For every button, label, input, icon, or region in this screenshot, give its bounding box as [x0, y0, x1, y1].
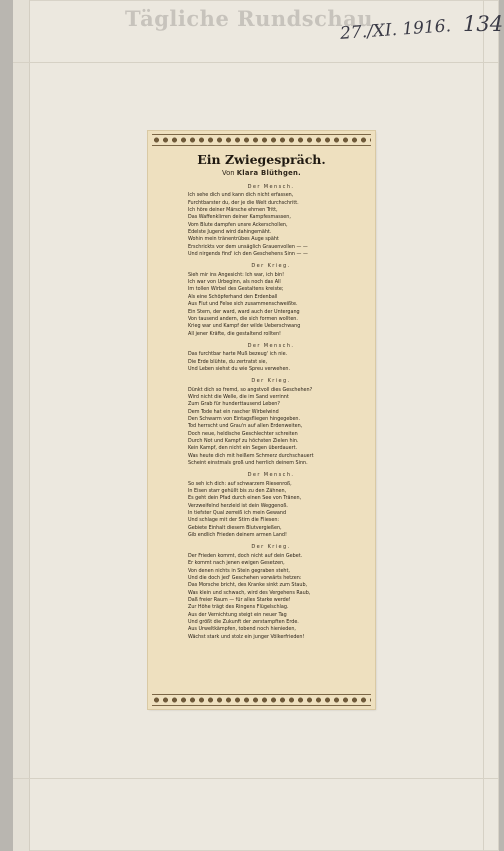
- poem-line: In tiefster Qual zerreiß ich mein Gewand: [188, 510, 287, 517]
- poem-line: Den Schwarm von Eintagsfliegen hingegeben.: [188, 415, 301, 422]
- handwritten-date: 27./XI. 1916.: [339, 16, 452, 44]
- poem-line: Zur Höhe trägt des Ringens Flügelschlag.: [188, 604, 289, 611]
- poem-line: Was klein und schwach, wird des Vergehens Raub,: [188, 589, 311, 596]
- poem-line: Ich höre deiner Märsche ehrnen Tritt,: [188, 207, 278, 214]
- poem-line: Scheint einstmals groß und herrlich deinem Sinn.: [188, 460, 308, 467]
- poem-line: Das Waffenklirren deiner Kampfesmassen,: [188, 214, 291, 221]
- sheet-fold: [13, 0, 30, 851]
- poem-line: Im tollen Wirbel des Gestaltens kreiste;: [188, 286, 284, 293]
- stanza-speaker: Der Krieg.: [251, 378, 291, 385]
- poem-line: Gebiete Einhalt diesem Blutvergießen,: [188, 524, 282, 531]
- poem-line: Aus Urweltkämpfen, tobend noch hienieden,: [188, 626, 296, 633]
- stanza-gap: [188, 467, 374, 471]
- sheet-crease-line: [483, 0, 484, 851]
- poem-line: Als eine Schöpferhand den Erdenball: [188, 293, 278, 300]
- poem-line: Von denen nichts in Stein gegraben steht,: [188, 567, 290, 574]
- stanza-gap: [188, 373, 374, 377]
- poem-line: Kein Kampf, den nicht ein Segen überdauert.: [188, 445, 298, 452]
- poem-body: [188, 183, 374, 641]
- poem-line: Dem Tode hat ein rascher Wirbelwind: [188, 408, 279, 415]
- poem-line: Gib endlich Frieden deinem armen Land!: [188, 532, 287, 539]
- poem-line: Vom Blute dampfen unsre Ackerschollen,: [188, 221, 288, 228]
- poem-line: Durch Not und Kampf zu höchsten Zielen hin.: [188, 438, 299, 444]
- poem-line: Wird nicht die Welle, die im Sand verrinnt: [188, 393, 289, 400]
- poem-line: Und Leben siehst du wie Spreu verwehen.: [188, 365, 291, 372]
- poem-line: Und nirgends find' ich den Geschehens Sinn — —: [188, 251, 308, 258]
- poem-line: Furchtbarster du, der je die Welt durchschritt.: [188, 199, 299, 206]
- poem-line: Er kommt nach jenen ewigen Gesetzen,: [188, 560, 285, 567]
- poem-line: Der Frieden kommt, doch nicht auf dein Gebet.: [188, 552, 303, 559]
- poem-line: Aus Flut und Felse sich zusammenschweißte.: [188, 301, 298, 308]
- poem-line: Wächst stark und stolz ein junger Völkerfrieden!: [188, 633, 305, 640]
- poem-line: Aus der Vernichtung steigt ein neuer Tag: [188, 611, 287, 618]
- poem-line: Und die doch jed' Geschehen vorwärts hetzen:: [188, 574, 302, 581]
- stanza-gap: [188, 539, 374, 543]
- stanza-speaker: Der Krieg.: [251, 544, 291, 551]
- poem-line: Das Morsche bricht, des Kranke sinkt zum Staub,: [188, 582, 308, 589]
- poem-line: Erschrickts vor dem unsäglich Grauenvollen — —: [188, 243, 308, 250]
- poem-line: Von tausend andern, die sich formen wollten.: [188, 315, 298, 322]
- poem-line: Sieh mir ins Angesicht: Ich war, ich bin!: [188, 271, 285, 278]
- sheet-crease-line: [13, 778, 499, 779]
- ornamental-border-top: [152, 134, 371, 146]
- handwritten-number: 134: [463, 12, 504, 36]
- poem-title: Ein Zwiegespräch.: [197, 152, 326, 167]
- poem-line: So seh ich dich: auf schwarzem Riesenroß,: [188, 480, 292, 487]
- poem-line: Und größt die Zukunft der zerstampften Erde.: [188, 618, 299, 625]
- poem-line: Zum Grab für hunderttausend Leben?: [188, 401, 280, 408]
- poem-line: Ich war von Urbeginn, als noch das All: [188, 279, 281, 286]
- poem-line: Es geht dein Pfad durch einen See von Tränen,: [188, 495, 302, 502]
- stanza-gap: [188, 338, 374, 342]
- poem-line: Ich sehe dich und kann dich nicht erfassen,: [188, 192, 294, 199]
- poem-line: Doch neue, heldische Geschlechter schreiten: [188, 430, 298, 437]
- stanza-speaker: Der Mensch.: [247, 184, 295, 190]
- stanza-speaker: Der Mensch.: [247, 472, 295, 479]
- poem-line: Verzweifelnd herzleid ist dein Weggenoß.: [188, 502, 288, 509]
- poem-line: All jener Kräfte, die gestaltend rollten!: [188, 330, 281, 337]
- poem-line: Ein Stern, der ward, ward auch der Untergang: [188, 308, 300, 315]
- poem-line: Wohin mein tränentrübes Auge späht: [188, 236, 279, 243]
- newspaper-clipping: [148, 131, 375, 709]
- poem-line: Die Erde blühte, du zertratst sie,: [188, 358, 268, 365]
- stanza-speaker: Der Mensch.: [247, 342, 295, 349]
- poem-line: Edelste Jugend wird dahingemäht.: [188, 229, 272, 236]
- poem-line: Und schlage mit der Stirn die Fliesen:: [188, 517, 280, 524]
- sheet-crease-line: [13, 62, 499, 63]
- byline-prefix: Von: [221, 169, 235, 177]
- ornamental-border-bottom: [152, 694, 371, 706]
- poem-line: Daß freier Raum — für alles Starke werde!: [188, 596, 291, 603]
- poem-line: Krieg war und Kampf der wilde Ueberschwang: [188, 323, 301, 330]
- stanza-speaker: Der Krieg.: [251, 263, 291, 270]
- poem-line: Was heute dich mit heißem Schmerz durchschauert: [188, 452, 314, 459]
- poem-byline: [148, 169, 375, 177]
- byline-author: Klara Blüthgen.: [236, 169, 302, 177]
- poem-line: Tod herrscht und Grau'n auf allen Erdenweiten,: [188, 423, 303, 430]
- poem-line: Das furchtbar harte Muß bezeug' ich nie.: [188, 351, 288, 358]
- poem-line: In Eisen starr gehüllt bis zu den Zähnen,: [188, 488, 287, 495]
- newspaper-masthead: Tägliche Rundschau: [125, 6, 374, 31]
- poem-line: Dünkt dich so fremd, so angstvoll dies Geschehen?: [188, 386, 313, 393]
- stanza-gap: [188, 258, 374, 262]
